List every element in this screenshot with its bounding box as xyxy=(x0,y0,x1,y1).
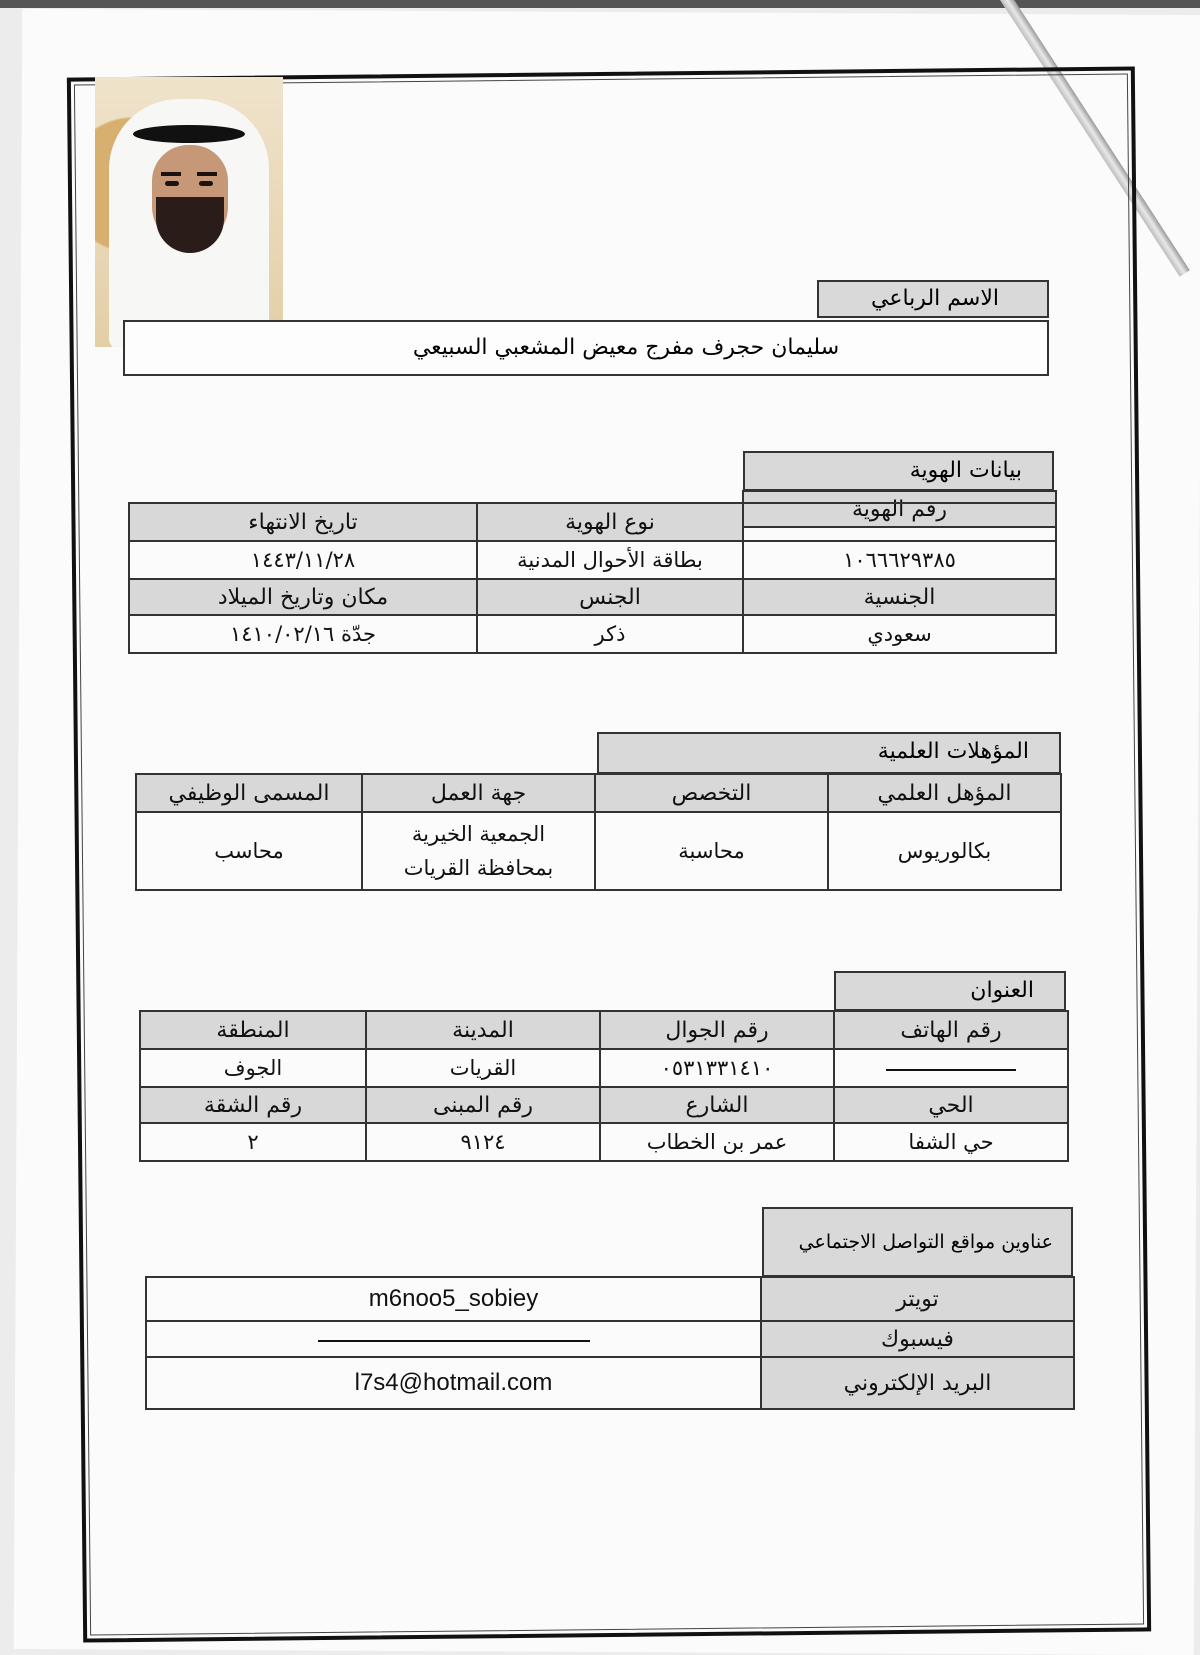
nationality-value: سعودي xyxy=(743,615,1056,653)
birth-label: مكان وتاريخ الميلاد xyxy=(129,579,477,615)
address-table xyxy=(139,1010,1069,1162)
degree-label: المؤهل العلمي xyxy=(828,774,1061,812)
twitter-label: تويتر xyxy=(761,1277,1074,1321)
qualifications-section-title: المؤهلات العلمية xyxy=(597,732,1061,774)
applicant-photo xyxy=(95,77,283,347)
social-section-title: عناوين مواقع التواصل الاجتماعي xyxy=(762,1207,1073,1277)
identity-grid xyxy=(128,502,1057,654)
email-value: l7s4@hotmail.com xyxy=(146,1357,761,1409)
employer-line-1: الجمعية الخيرية xyxy=(411,822,546,846)
employer-label: جهة العمل xyxy=(362,774,595,812)
job-title-label: المسمى الوظيفي xyxy=(136,774,362,812)
scan-top-edge xyxy=(0,0,1200,8)
full-name-label: الاسم الرباعي xyxy=(817,280,1049,318)
gender-value: ذكر xyxy=(477,615,743,653)
mobile-label: رقم الجوال xyxy=(600,1011,834,1049)
phone-empty-dash xyxy=(886,1068,1016,1071)
twitter-value: m6noo5_sobiey xyxy=(146,1277,761,1321)
employer-value xyxy=(362,812,595,890)
id-type-label: نوع الهوية xyxy=(477,503,743,541)
id-type-value: بطاقة الأحوال المدنية xyxy=(477,541,743,579)
region-label: المنطقة xyxy=(140,1011,366,1049)
street-label: الشارع xyxy=(600,1087,834,1123)
facebook-label: فيسبوك xyxy=(761,1321,1074,1357)
email-label: البريد الإلكتروني xyxy=(761,1357,1074,1409)
district-value: حي الشفا xyxy=(834,1123,1068,1161)
gender-label: الجنس xyxy=(477,579,743,615)
building-value: ٩١٢٤ xyxy=(366,1123,600,1161)
full-name-value: سليمان حجرف مفرج معيض المشعبي السبيعي xyxy=(412,335,840,360)
region-value: الجوف xyxy=(140,1049,366,1087)
id-number-value: ١٠٦٦٦٢٩٣٨٥ xyxy=(743,541,1056,579)
building-label: رقم المبنى xyxy=(366,1087,600,1123)
phone-label: رقم الهاتف xyxy=(834,1011,1068,1049)
address-section-title: العنوان xyxy=(834,971,1066,1011)
facebook-value xyxy=(146,1321,761,1357)
major-label: التخصص xyxy=(595,774,828,812)
social-table xyxy=(145,1276,1075,1410)
degree-value: بكالوريوس xyxy=(828,812,1061,890)
id-number-label: رقم الهوية xyxy=(743,491,1056,527)
district-label: الحي xyxy=(834,1087,1068,1123)
expiry-label: تاريخ الانتهاء xyxy=(129,503,477,541)
facebook-empty-dash xyxy=(318,1339,590,1342)
street-value: عمر بن الخطاب xyxy=(600,1123,834,1161)
employer-line-2: بمحافظة القريات xyxy=(403,856,554,880)
city-label: المدينة xyxy=(366,1011,600,1049)
apartment-label: رقم الشقة xyxy=(140,1087,366,1123)
apartment-value: ٢ xyxy=(140,1123,366,1161)
birth-value: جدّة ١٤١٠/٠٢/١٦ xyxy=(129,615,477,653)
job-title-value: محاسب xyxy=(136,812,362,890)
qualifications-table xyxy=(135,773,1062,891)
major-value: محاسبة xyxy=(595,812,828,890)
mobile-value: ٠٥٣١٣٣١٤١٠ xyxy=(600,1049,834,1087)
nationality-label: الجنسية xyxy=(743,579,1056,615)
expiry-value: ١٤٤٣/١١/٢٨ xyxy=(129,541,477,579)
full-name-field xyxy=(123,320,1049,376)
city-value: القريات xyxy=(366,1049,600,1087)
phone-value xyxy=(834,1049,1068,1087)
identity-section-title: بيانات الهوية xyxy=(743,451,1054,491)
